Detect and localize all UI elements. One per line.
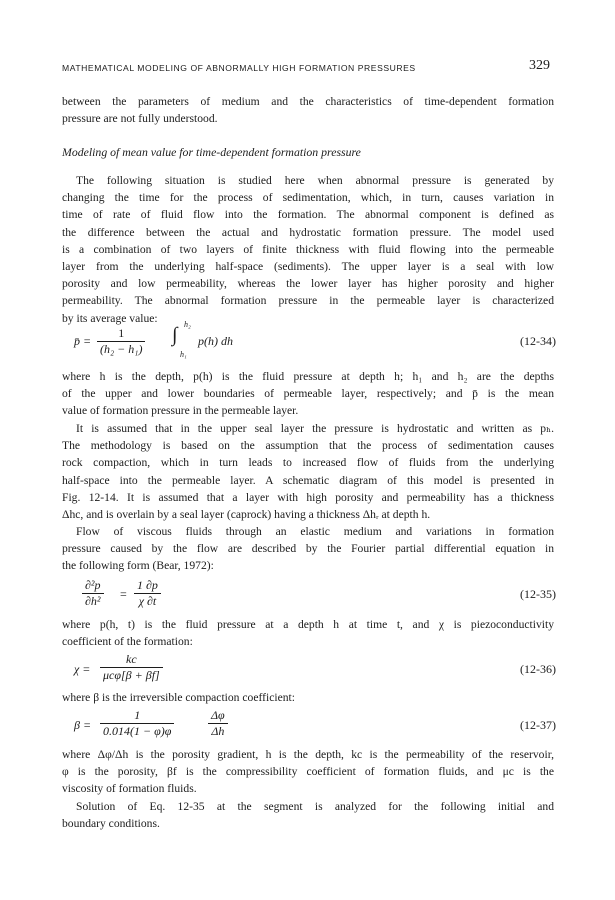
text-line: the following form (Bear, 1972): [62, 559, 214, 573]
eq-denominator: ∂h² [82, 593, 104, 609]
paragraph-compaction [62, 689, 554, 706]
equation-12-34 [62, 322, 556, 362]
equation-number: (12-35) [520, 587, 556, 601]
equation-12-37 [62, 708, 556, 744]
eq-fraction-2 [208, 708, 228, 739]
text-line: rock compaction, which in turn leads to increased flow of fluids from the underlying [62, 456, 554, 470]
eq-int-upper: h₂ [184, 320, 191, 329]
eq-numerator: ∂²p [85, 578, 101, 592]
eq-fraction-1 [100, 708, 174, 739]
paragraph-gradient [62, 746, 554, 798]
eq-integrand: p(h) dh [198, 334, 233, 348]
text-line: coefficient of the formation: [62, 635, 193, 649]
eq-lhs: χ = [74, 662, 91, 676]
text-line: Fig. 12-14. It is assumed that a layer with high porosity and permeability has a thickness [62, 490, 554, 504]
eq-lhs-fraction [82, 578, 104, 609]
intro-paragraph [62, 93, 554, 127]
eq-numerator: 1 [134, 708, 141, 722]
page-number: 329 [529, 58, 550, 73]
paragraph-definitions [62, 368, 554, 420]
eq-denominator: Δh [208, 723, 228, 739]
paragraph-piezo [62, 616, 554, 650]
text-line: pressure caused by the flow are described by the Fourier partial differential equation in [62, 542, 554, 556]
text-line: between the parameters of medium and the characteristics of time-dependent formation [62, 95, 554, 108]
equation-12-35 [62, 578, 556, 614]
eq-equals: = [120, 587, 127, 601]
equation-number: (12-37) [520, 718, 556, 732]
eq-fraction [100, 652, 163, 683]
paragraph-solution [62, 798, 554, 832]
text-line: value of formation pressure in the permeable layer. [62, 404, 299, 418]
text-line: It is assumed that in the upper seal layer the pressure is hydrostatic and written as pₕ. [76, 422, 554, 435]
running-head: MATHEMATICAL MODELING OF ABNORMALLY HIGH FORMATION PRESSURES [62, 63, 416, 73]
equation-number: (12-36) [520, 662, 556, 676]
equation-12-36 [62, 652, 556, 688]
eq-int-lower: h₁ [180, 350, 187, 359]
text-line: of the upper and lower boundaries of permeable layer, respectively; and p̄ is the mean [62, 387, 554, 401]
section-heading: Modeling of mean value for time-dependent formation pressure [62, 145, 361, 159]
text-line: time of rate of fluid flow into the formation. The abnormal component is defined as [62, 208, 554, 222]
text-line: The following situation is studied here when abnormal pressure is generated by [76, 174, 554, 187]
text-line: is a combination of two layers of finite thickness with fluid flowing into the permeable [62, 242, 554, 256]
text-line: Flow of viscous fluids through an elastic medium and variations in formation [76, 525, 554, 538]
text-line: the difference between the actual and hydrostatic formation pressure. The model used [62, 225, 554, 239]
eq-fraction [97, 326, 145, 357]
eq-lhs: β = [74, 718, 92, 732]
text-line: permeability. The abnormal formation pressure in the permeable layer is characterized [62, 294, 554, 308]
eq-denominator: (h₂ − h₁) [97, 341, 145, 357]
text-line: changing the time for the process of sedimentation, which, in turn, causes variation in [62, 191, 554, 205]
eq-denominator: μcφ[β + βf] [100, 667, 163, 683]
text-line: where h is the depth, p(h) is the fluid pressure at depth h; h₁ and h₂ are the depths [62, 370, 554, 383]
text-line: porosity and low permeability, whereas the lower layer has higher porosity and higher [62, 277, 554, 291]
text-line: pressure are not fully understood. [62, 112, 218, 126]
text-line: where p(h, t) is the fluid pressure at a depth h at time t, and χ is piezoconductivity [62, 618, 554, 631]
text-line: boundary conditions. [62, 817, 160, 831]
text-line: Solution of Eq. 12-35 at the segment is analyzed for the following initial and [76, 800, 554, 813]
text-line: by its average value: [62, 311, 158, 325]
text-line: φ is the porosity, βf is the compressibility coefficient of formation fluids, and μc is the [62, 765, 554, 779]
integral-sign: ∫ [172, 324, 178, 346]
eq-numerator: 1 [118, 326, 125, 340]
eq-denominator: 0.014(1 − φ)φ [100, 723, 174, 739]
paragraph-model-description [62, 172, 554, 327]
text-line: The methodology is based on the assumption that the process of sedimentation causes [62, 439, 554, 453]
text-line: where β is the irreversible compaction coefficient: [62, 691, 295, 704]
text-line: viscosity of formation fluids. [62, 782, 197, 796]
eq-numerator: 1 ∂p [137, 578, 158, 592]
text-line: layer from the underlying half-space (sediments). The upper layer is a seal with low [62, 260, 554, 274]
eq-rhs-fraction [134, 578, 161, 609]
text-line: half-space into the permeable layer. A schematic diagram of this model is presented in [62, 473, 554, 487]
text-line: Δhc, and is overlain by a seal layer (caprock) having a thickness Δhᵣ at depth h. [62, 508, 431, 522]
eq-numerator: kc [126, 652, 137, 666]
text-line: where Δφ/Δh is the porosity gradient, h is the depth, kc is the permeability of the reservoir, [62, 748, 554, 761]
equation-number: (12-34) [520, 334, 556, 348]
eq-lhs: p̄ = [74, 334, 92, 348]
paragraph-fourier [62, 523, 554, 575]
eq-numerator: Δφ [211, 708, 225, 722]
eq-denominator: χ ∂t [134, 593, 161, 609]
paragraph-assumptions [62, 420, 554, 523]
